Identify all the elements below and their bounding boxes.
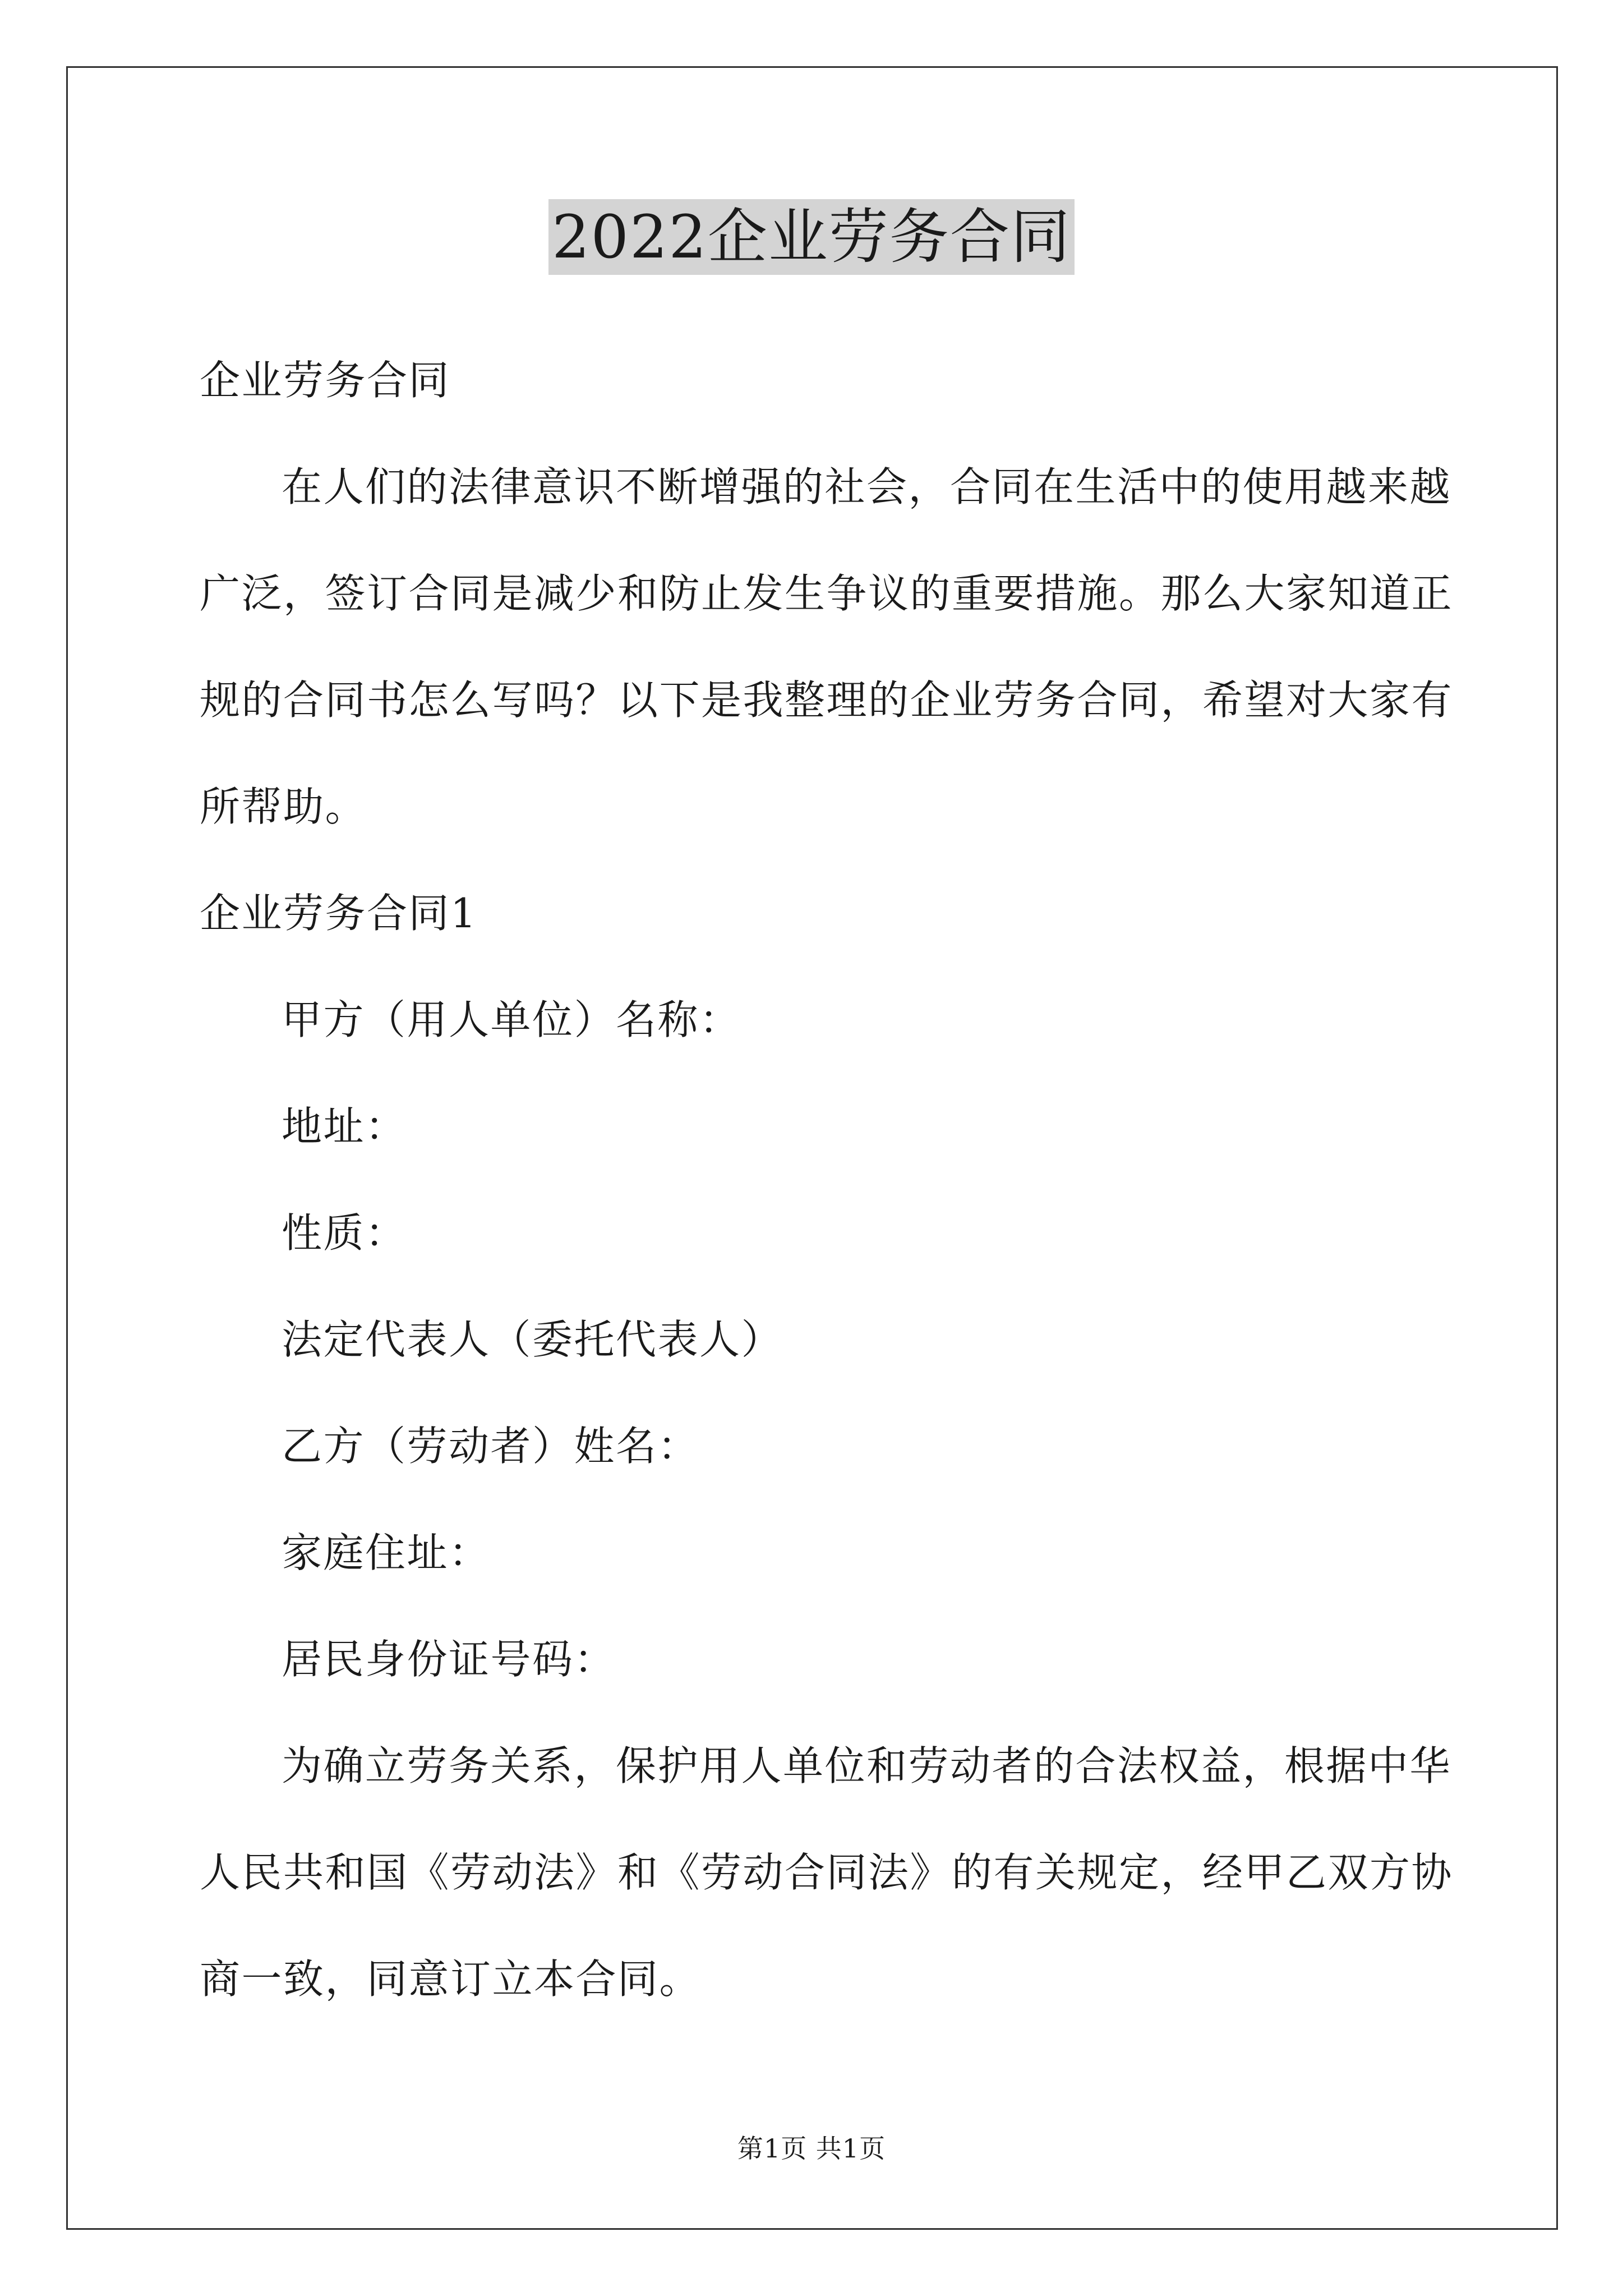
paragraph-line: 人民共和国《劳动法》和《劳动合同法》的有关规定，经甲乙双方协 xyxy=(200,1849,1454,1896)
paragraph-line: 在人们的法律意识不断增强的社会，合同在生活中的使用越来越 xyxy=(282,463,1452,510)
field-label: 甲方（用人单位）名称： xyxy=(282,996,741,1043)
document-title: 2022企业劳务合同 xyxy=(548,199,1075,275)
paragraph-line: 规的合同书怎么写吗？以下是我整理的企业劳务合同，希望对大家有 xyxy=(200,677,1454,724)
paragraph-line: 商一致，同意订立本合同。 xyxy=(200,1955,702,2003)
field-label: 法定代表人（委托代表人） xyxy=(282,1316,783,1363)
title-container xyxy=(0,199,1623,275)
section-heading: 企业劳务合同1 xyxy=(200,890,478,937)
section-heading: 企业劳务合同 xyxy=(200,357,451,404)
field-label: 乙方（劳动者）姓名： xyxy=(282,1423,700,1470)
paragraph-line: 所帮助。 xyxy=(200,783,367,830)
field-label: 居民身份证号码： xyxy=(282,1636,616,1683)
field-label: 家庭住址： xyxy=(282,1529,491,1576)
page-footer: 第1页 共1页 xyxy=(737,2133,886,2164)
paragraph-line: 为确立劳务关系，保护用人单位和劳动者的合法权益，根据中华 xyxy=(282,1742,1452,1789)
field-label: 性质： xyxy=(282,1209,407,1257)
paragraph-line: 广泛，签订合同是减少和防止发生争议的重要措施。那么大家知道正 xyxy=(200,570,1454,617)
field-label: 地址： xyxy=(282,1103,407,1150)
